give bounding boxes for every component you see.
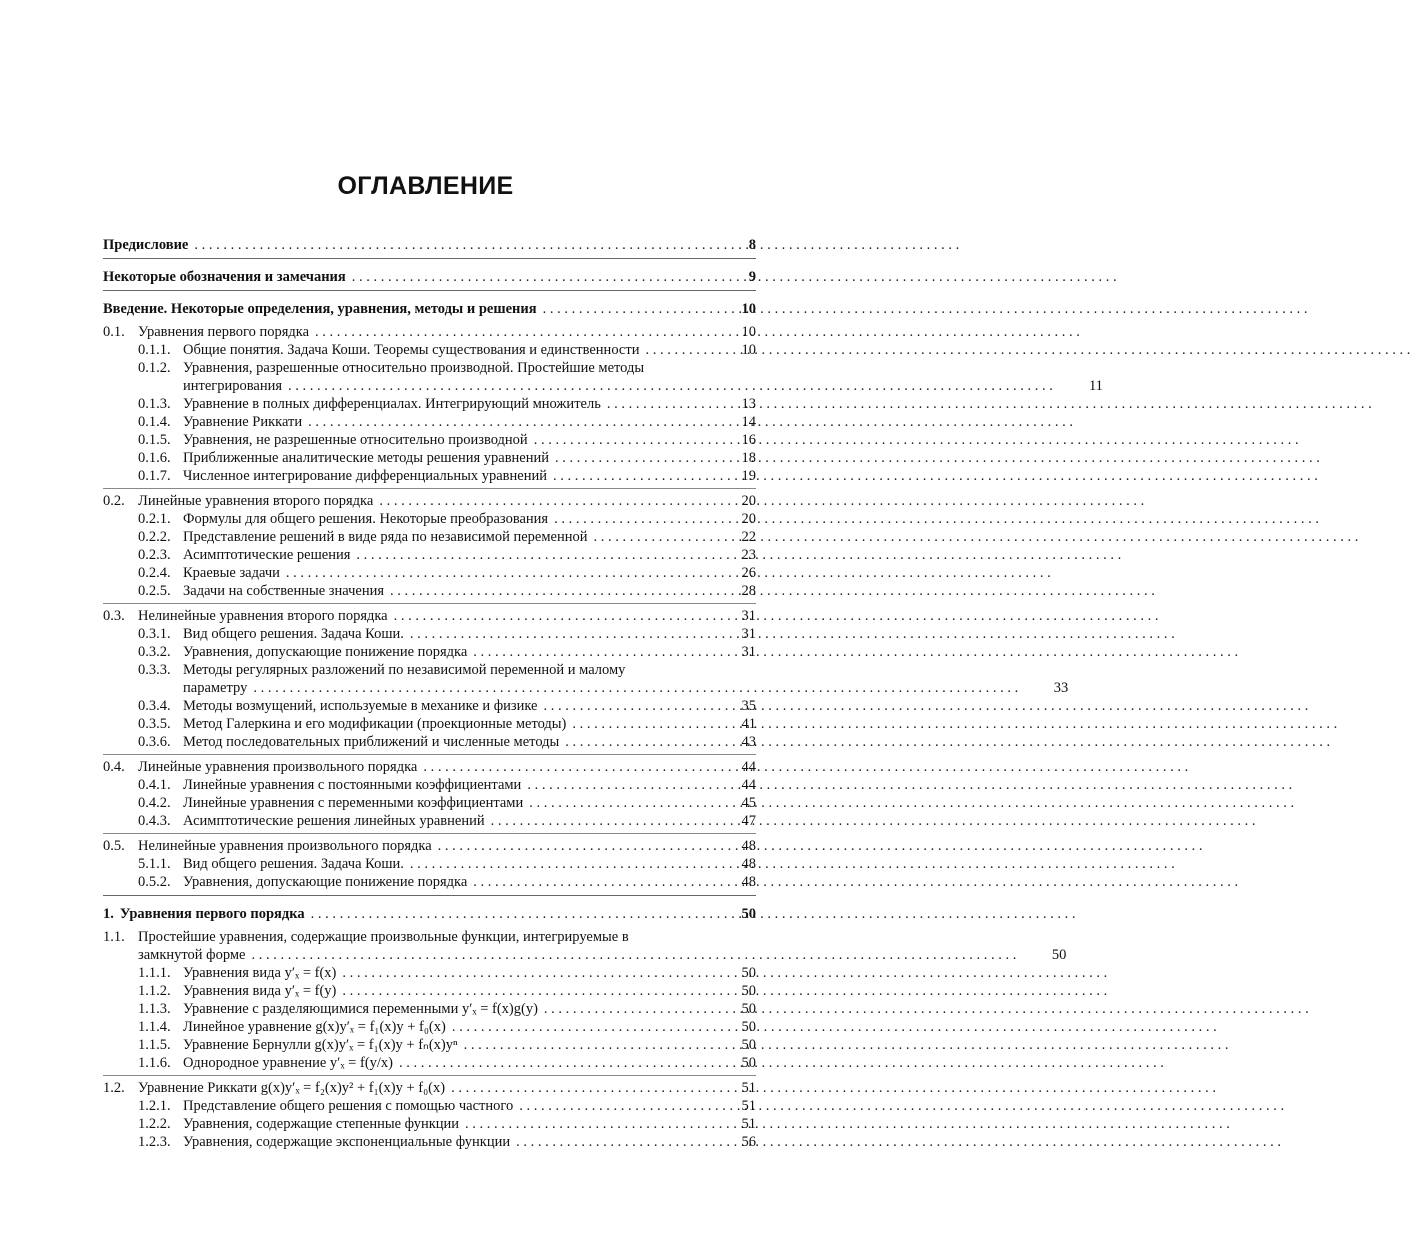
toc-entry-title: Простейшие уравнения, содержащие произвольные функции, интегрируемые в (138, 929, 629, 945)
toc-entry-title: Уравнения, содержащие экспоненциальные функции (183, 1134, 511, 1150)
dot-leader (194, 236, 959, 254)
toc-entry-title: Нелинейные уравнения произвольного порядка (138, 838, 432, 854)
toc-entry-title: Однородное уравнение y′ₓ = f(y/x) (183, 1055, 394, 1071)
toc-entry-number: 0.1.6. (138, 450, 171, 466)
toc-entry-sub[interactable] (103, 1133, 756, 1151)
dot-leader (473, 873, 1238, 891)
toc-entry-title: Вид общего решения. Задача Коши. (183, 626, 404, 642)
toc-entry-part[interactable] (103, 268, 756, 286)
toc-page-number: 23 (741, 547, 756, 563)
dot-leader (410, 855, 1175, 873)
toc-entry-number: 0.2.2. (138, 529, 171, 545)
toc-entry-title-continued: параметру (183, 680, 248, 696)
toc-page-number: 47 (741, 813, 756, 829)
toc-entry-number: 0.3.3. (138, 662, 171, 678)
dot-leader (423, 758, 1188, 776)
dot-leader (438, 837, 1203, 855)
toc-page-number: 44 (741, 759, 756, 775)
toc-entry-number: 0.2.3. (138, 547, 171, 563)
toc-entry-title: Задачи на собственные значения (183, 583, 385, 599)
toc-entry-sub[interactable] (103, 982, 756, 1000)
dot-leader (308, 413, 1073, 431)
toc-divider (103, 603, 756, 604)
toc-page-number: 48 (741, 874, 756, 890)
toc-divider (103, 833, 756, 834)
toc-entry-sub[interactable] (103, 643, 756, 661)
toc-entry-sect[interactable] (103, 607, 756, 625)
toc-entry-part[interactable] (103, 300, 756, 318)
toc-entry-title: Предисловие (103, 237, 189, 253)
toc-page-number: 35 (741, 698, 756, 714)
toc-entry-title: Введение. Некоторые определения, уравнения, методы и решения (103, 301, 537, 317)
toc-entry-title: Уравнения, разрешенные относительно производной. Простейшие методы (183, 360, 645, 376)
dot-leader (554, 510, 1319, 528)
toc-entry-title: Уравнения вида y′ₓ = f(x) (183, 965, 337, 981)
toc-entry-title: Метод Галеркина и его модификации (проекционные методы) (183, 716, 567, 732)
toc-entry-number: 0.5.2. (138, 874, 171, 890)
toc-entry-title: Методы возмущений, используемые в механике и физике (183, 698, 538, 714)
dot-leader (410, 625, 1175, 643)
toc-page-number: 9 (748, 269, 756, 285)
toc-entry-number: 0.1.3. (138, 396, 171, 412)
toc-page-number: 43 (741, 734, 756, 750)
toc-entry-title: Вид общего решения. Задача Коши. (183, 856, 404, 872)
dot-leader (534, 431, 1299, 449)
toc-entry-number: 0.3.4. (138, 698, 171, 714)
toc-page-number: 44 (741, 777, 756, 793)
toc-page-number: 51 (741, 1116, 756, 1132)
toc-entry-sect[interactable] (103, 492, 756, 510)
toc-entry-title: Линейные уравнения с постоянными коэффициентами (183, 777, 522, 793)
toc-entry-number: 0.1.1. (138, 342, 171, 358)
toc-entry-sub[interactable] (103, 715, 756, 733)
toc-entry-number: 0.4.2. (138, 795, 171, 811)
toc-entry-number: 0.1.2. (138, 360, 171, 376)
dot-leader (645, 341, 1410, 359)
toc-entry-sub[interactable] (103, 733, 756, 751)
toc-page-number: 50 (741, 983, 756, 999)
toc-entry-title: Линейные уравнения произвольного порядка (138, 759, 418, 775)
toc-page-number: 41 (741, 716, 756, 732)
toc-entry-number: 1.1. (103, 929, 125, 945)
toc-entry-number: 0.3.5. (138, 716, 171, 732)
toc-entry-sect[interactable] (103, 323, 756, 341)
toc-entry-number: 5.1.1. (138, 856, 171, 872)
toc-entry-number: 0.2. (103, 493, 125, 509)
dot-leader (572, 715, 1337, 733)
dot-leader (543, 300, 1308, 318)
toc-page-number: 50 (741, 1055, 756, 1071)
toc-entry-sect[interactable] (103, 928, 1067, 964)
toc-entry-title: Представление общего решения с помощью частного (183, 1098, 514, 1114)
dot-leader (464, 1036, 1229, 1054)
toc-entry-sub[interactable] (103, 564, 756, 582)
toc-entry-title: Методы регулярных разложений по независимой переменной и малому (183, 662, 626, 678)
toc-entry-number: 1.1.6. (138, 1055, 171, 1071)
toc-entry-sub[interactable] (103, 776, 756, 794)
toc-entry-sub[interactable] (103, 546, 756, 564)
dot-leader (253, 679, 1018, 697)
toc-page-number: 28 (741, 583, 756, 599)
toc-page-number: 51 (741, 1080, 756, 1096)
toc-page-number: 10 (741, 324, 756, 340)
dot-leader (544, 1000, 1309, 1018)
toc-page-number: 51 (741, 1098, 756, 1114)
toc-page-number: 10 (741, 301, 756, 317)
toc-entry-title: Уравнения первого порядка (119, 906, 305, 922)
dot-leader (452, 1018, 1217, 1036)
toc-entry-sect[interactable] (103, 837, 756, 855)
dot-leader (544, 697, 1309, 715)
toc-page-number: 45 (741, 795, 756, 811)
toc-entry-number: 1. (103, 906, 114, 922)
dot-leader (465, 1115, 1230, 1133)
table-of-contents (103, 236, 1103, 1151)
toc-entry-number: 1.1.2. (138, 983, 171, 999)
toc-entry-title: Линейные уравнения второго порядка (138, 493, 374, 509)
toc-divider (103, 290, 756, 291)
toc-entry-title: Представление решений в виде ряда по независимой переменной (183, 529, 588, 545)
toc-page-number: 50 (741, 1019, 756, 1035)
toc-entry-sub[interactable] (103, 510, 756, 528)
toc-entry-number: 0.2.4. (138, 565, 171, 581)
toc-divider (103, 1075, 756, 1076)
dot-leader (399, 1054, 1164, 1072)
toc-entry-sub[interactable] (103, 1054, 756, 1072)
toc-divider (103, 754, 756, 755)
toc-entry-sub[interactable] (103, 467, 756, 485)
toc-entry-sub[interactable] (103, 697, 756, 715)
toc-entry-title: Линейные уравнения с переменными коэффициентами (183, 795, 524, 811)
toc-entry-title: Уравнение с разделяющимися переменными y′ₓ = f(x)g(y) (183, 1001, 538, 1017)
toc-entry-title: Формулы для общего решения. Некоторые преобразования (183, 511, 549, 527)
toc-entry-number: 1.1.5. (138, 1037, 171, 1053)
toc-entry-title-continued: замкнутой форме (138, 947, 246, 963)
dot-leader (473, 643, 1238, 661)
toc-entry-sub[interactable] (103, 1115, 756, 1133)
toc-page-number: 31 (741, 644, 756, 660)
toc-page-number: 26 (741, 565, 756, 581)
toc-entry-sect[interactable] (103, 1079, 756, 1097)
toc-entry-title: Уравнения, содержащие степенные функции (183, 1116, 460, 1132)
toc-entry-number: 1.2.2. (138, 1116, 171, 1132)
toc-entry-number: 0.4. (103, 759, 125, 775)
toc-entry-title: Общие понятия. Задача Коши. Теоремы существования и единственности (183, 342, 640, 358)
toc-entry-number: 0.3.1. (138, 626, 171, 642)
toc-entry-number: 0.2.5. (138, 583, 171, 599)
toc-entry-title: Уравнения, не разрешенные относительно производной (183, 432, 528, 448)
toc-entry-sub[interactable] (103, 413, 756, 431)
toc-divider (103, 895, 756, 896)
toc-page-number: 22 (741, 529, 756, 545)
toc-page-number: 48 (741, 856, 756, 872)
toc-page-number: 20 (741, 493, 756, 509)
toc-entry-part[interactable] (103, 905, 756, 923)
toc-entry-sub[interactable] (103, 1000, 756, 1018)
toc-entry-title: Асимптотические решения линейных уравнений (183, 813, 485, 829)
dot-leader (286, 564, 1051, 582)
page-title: ОГЛАВЛЕНИЕ (337, 172, 514, 200)
toc-entry-number: 0.3.6. (138, 734, 171, 750)
dot-leader (527, 776, 1292, 794)
dot-leader (451, 1079, 1216, 1097)
dot-leader (555, 449, 1320, 467)
toc-page-number: 48 (741, 838, 756, 854)
toc-page-number: 50 (1051, 947, 1067, 963)
toc-entry-number: 1.2.3. (138, 1134, 171, 1150)
toc-page-number: 18 (741, 450, 756, 466)
toc-page-number: 50 (741, 906, 756, 922)
toc-entry-title: Уравнения, допускающие понижение порядка (183, 644, 468, 660)
toc-entry-title: Уравнение Риккати g(x)y′ₓ = f₂(x)y² + f₁(x)y + f₀(x) (138, 1080, 446, 1096)
toc-entry-title: Некоторые обозначения и замечания (103, 269, 346, 285)
toc-entry-number: 0.3.2. (138, 644, 171, 660)
toc-entry-part[interactable] (103, 236, 756, 254)
toc-entry-number: 0.4.3. (138, 813, 171, 829)
toc-entry-number: 0.1.7. (138, 468, 171, 484)
toc-entry-number: 1.1.3. (138, 1001, 171, 1017)
toc-divider (103, 488, 756, 489)
toc-entry-sub[interactable] (103, 855, 756, 873)
toc-page-number: 50 (741, 1037, 756, 1053)
dot-leader (519, 1097, 1284, 1115)
toc-entry-title: Численное интегрирование дифференциальных уравнений (183, 468, 548, 484)
toc-entry-number: 1.1.1. (138, 965, 171, 981)
toc-page-number: 50 (741, 1001, 756, 1017)
toc-entry-title: Уравнения первого порядка (138, 324, 310, 340)
dot-leader (394, 607, 1159, 625)
toc-page-number: 16 (741, 432, 756, 448)
toc-entry-title: Уравнение Бернулли g(x)y′ₓ = f₁(x)y + fₙ(x)yⁿ (183, 1037, 458, 1053)
toc-page-number: 13 (741, 396, 756, 412)
dot-leader (491, 812, 1256, 830)
dot-leader (553, 467, 1318, 485)
toc-page-number: 31 (741, 626, 756, 642)
toc-entry-number: 1.1.4. (138, 1019, 171, 1035)
toc-entry-sub[interactable] (103, 341, 756, 359)
toc-entry-sub[interactable] (103, 1097, 756, 1115)
toc-page-number: 19 (741, 468, 756, 484)
toc-entry-title: Метод последовательных приближений и численные методы (183, 734, 560, 750)
toc-entry-sub[interactable] (103, 661, 1069, 697)
dot-leader (251, 946, 1016, 964)
toc-entry-sub[interactable] (103, 449, 756, 467)
toc-entry-title: Уравнение в полных дифференциалах. Интегрирующий множитель (183, 396, 601, 412)
toc-entry-sub[interactable] (103, 359, 1103, 395)
toc-page-number: 56 (741, 1134, 756, 1150)
toc-entry-sub[interactable] (103, 395, 756, 413)
toc-page-number: 33 (1053, 680, 1069, 696)
dot-leader (379, 492, 1144, 510)
dot-leader (311, 905, 1076, 923)
dot-leader (594, 528, 1359, 546)
toc-entry-sub[interactable] (103, 964, 756, 982)
dot-leader (390, 582, 1155, 600)
toc-entry-number: 0.1.4. (138, 414, 171, 430)
toc-entry-number: 1.2. (103, 1080, 125, 1096)
toc-entry-title-continued: интегрирования (183, 378, 283, 394)
toc-entry-title: Уравнения вида y′ₓ = f(y) (183, 983, 337, 999)
toc-entry-title: Уравнение Риккати (183, 414, 303, 430)
toc-entry-title: Краевые задачи (183, 565, 280, 581)
toc-page-number: 11 (1088, 378, 1103, 394)
toc-entry-sub[interactable] (103, 1018, 756, 1036)
toc-entry-title: Приближенные аналитические методы решения уравнений (183, 450, 550, 466)
toc-entry-number: 0.2.1. (138, 511, 171, 527)
toc-entry-title: Уравнения, допускающие понижение порядка (183, 874, 468, 890)
toc-entry-number: 0.1. (103, 324, 125, 340)
toc-entry-title: Асимптотические решения (183, 547, 351, 563)
toc-entry-sub[interactable] (103, 582, 756, 600)
toc-entry-number: 1.2.1. (138, 1098, 171, 1114)
toc-page-number: 10 (741, 342, 756, 358)
toc-page-number: 50 (741, 965, 756, 981)
dot-leader (315, 323, 1080, 341)
toc-entry-number: 0.5. (103, 838, 125, 854)
toc-entry-sub[interactable] (103, 873, 756, 891)
dot-leader (516, 1133, 1281, 1151)
toc-entry-sub[interactable] (103, 1036, 756, 1054)
toc-page-number: 31 (741, 608, 756, 624)
toc-entry-sub[interactable] (103, 812, 756, 830)
toc-entry-sub[interactable] (103, 528, 756, 546)
toc-entry-number: 0.1.5. (138, 432, 171, 448)
dot-leader (529, 794, 1294, 812)
toc-entry-title: Нелинейные уравнения второго порядка (138, 608, 388, 624)
toc-entry-sect[interactable] (103, 758, 756, 776)
dot-leader (288, 377, 1053, 395)
dot-leader (565, 733, 1330, 751)
toc-entry-number: 0.4.1. (138, 777, 171, 793)
toc-entry-sub[interactable] (103, 794, 756, 812)
toc-entry-sub[interactable] (103, 625, 756, 643)
toc-entry-sub[interactable] (103, 431, 756, 449)
toc-page-number: 14 (741, 414, 756, 430)
toc-page-number: 8 (748, 237, 756, 253)
toc-entry-number: 0.3. (103, 608, 125, 624)
toc-page-number: 20 (741, 511, 756, 527)
toc-divider (103, 258, 756, 259)
toc-entry-title: Линейное уравнение g(x)y′ₓ = f₁(x)y + f₀(x) (183, 1019, 446, 1035)
